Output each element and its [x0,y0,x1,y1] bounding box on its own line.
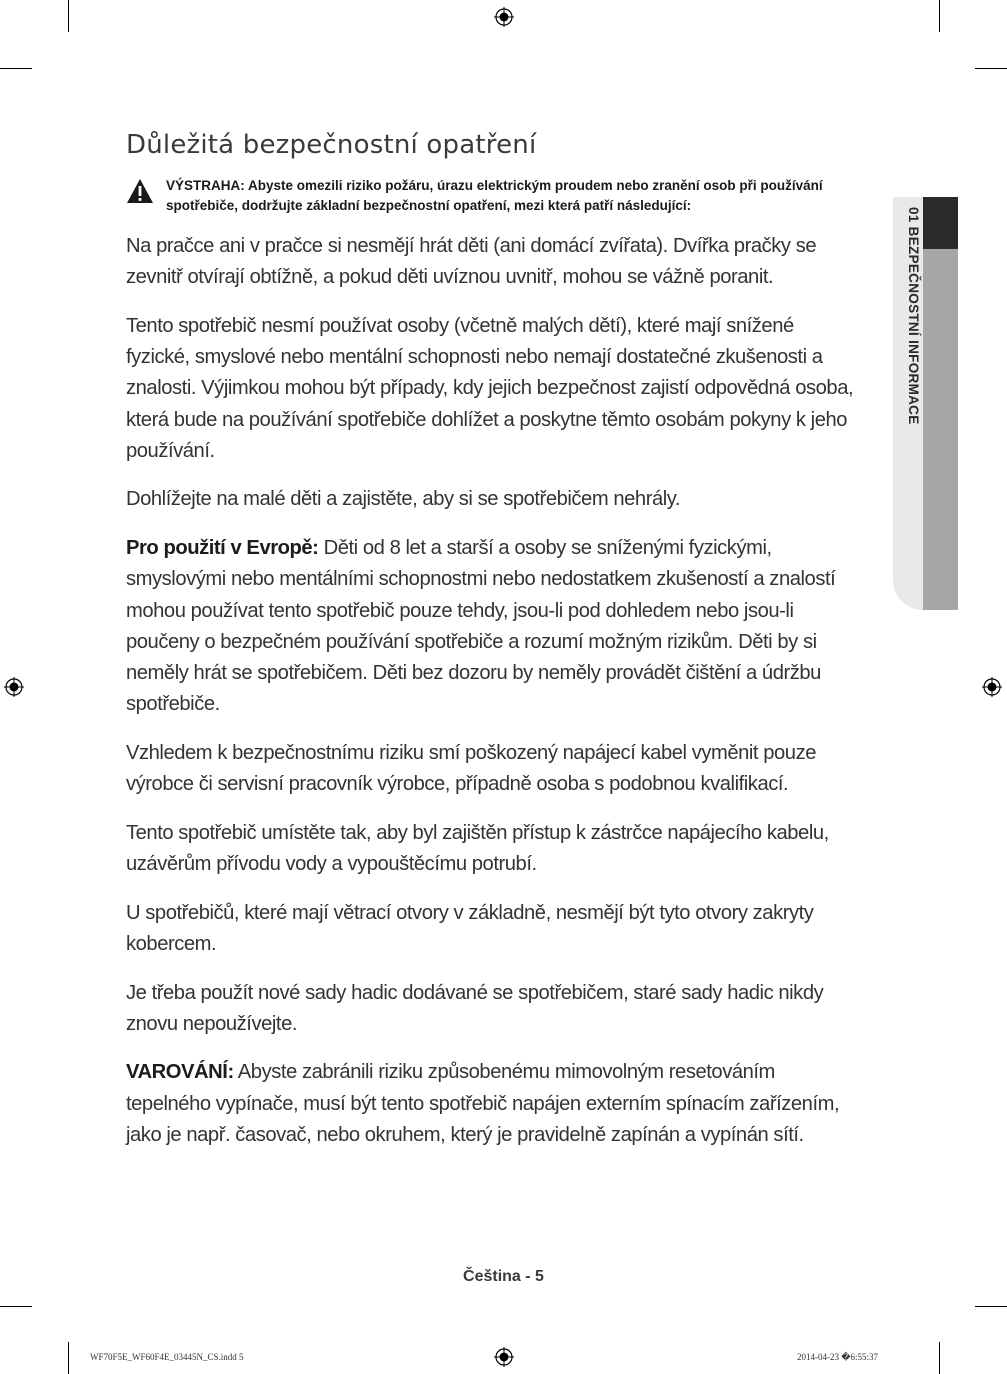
crop-mark [0,1306,32,1307]
paragraph: VAROVÁNÍ: Abyste zabránili riziku způsobenému mimovolným resetováním tepelného vypínače, musí být tento spotřebič napájen externím spínacím zařízením, jako je např. časovač, nebo okruhem, který je pravidelně zapínán a vypínán sítí. [126,1061,840,1146]
warning-box [126,176,826,216]
paragraph-bold-lead: Pro použití v Evropě: [126,537,319,560]
section-side-tab [893,197,958,610]
crop-mark [68,0,69,32]
crop-mark [0,68,32,69]
paragraph: Tento spotřebič nesmí používat osoby (včetně malých dětí), které mají snížené fyzické, smyslové nebo mentální schopnosti nebo nemají dostatečné zkušenosti a znalosti. Výjimkou mohou být případy, kdy jejich bezpečnost zajistí odpovědná osoba, která bude na používání spotřebiče dohlížet a poskytne těmto osobám pokyny k jeho používání. [126,314,854,462]
paragraph: Pro použití v Evropě: Děti od 8 let a starší a osoby se sníženými fyzickými, smyslovými nebo mentálními schopnostmi nebo nedostatkem zkušeností a znalostí mohou používat tento spotřebič pouze tehdy, jsou-li pod dohledem nebo jsou-li poučeny o bezpečném používání spotřebiče a rozumí možným rizikům. Děti by si neměly hrát se spotřebičem. Děti bez dozoru by neměly provádět čištění a údržbu spotřebiče. [126,537,836,716]
paragraph: Na pračce ani v pračce si nesmějí hrát děti (ani domácí zvířata). Dvířka pračky se zevnitř otvírají obtížně, a pokud děti uvíznou uvnitř, mohou se vážně poranit. [126,235,817,289]
crop-mark [975,1306,1007,1307]
registration-mark-icon [982,677,1002,697]
paragraph: Dohlížejte na malé děti a zajistěte, aby si se spotřebičem nehrály. [126,488,681,511]
page-title: Důležitá bezpečnostní opatření [126,130,537,160]
paragraph: Je třeba použít nové sady hadic dodávané se spotřebičem, staré sady hadic nikdy znovu nepoužívejte. [126,981,824,1035]
footer-timestamp: 2014-04-23 �6:55:37 [797,1352,878,1362]
registration-mark-icon [494,1347,514,1367]
crop-mark [975,68,1007,69]
page-number: Čeština - 5 [463,1268,544,1285]
registration-mark-icon [494,7,514,27]
paragraph-bold-lead: VAROVÁNÍ: [126,1061,234,1084]
crop-mark [939,1342,940,1374]
registration-mark-icon [4,677,24,697]
footer-file: WF70F5E_WF60F4E_03445N_CS.indd 5 [90,1352,244,1362]
paragraph: Vzhledem k bezpečnostnímu riziku smí poškozený napájecí kabel vyměnit pouze výrobce či servisní pracovník výrobce, případně osoba s podobnou kvalifikací. [126,741,817,796]
paragraph: Tento spotřebič umístěte tak, aby byl zajištěn přístup k zástrčce napájecího kabelu, uzávěrům přívodu vody a vypouštěcímu potrubí. [126,821,829,875]
crop-mark [939,0,940,32]
warning-text: VÝSTRAHA: Abyste omezili riziko požáru, úrazu elektrickým proudem nebo zranění osob při používání spotřebiče, dodržujte základní bezpečnostní opatření, mezi která patří následující: [166,178,823,213]
body-text [126,231,856,1169]
warning-triangle-icon [126,178,154,204]
crop-mark [68,1342,69,1374]
paragraph: U spotřebičů, které mají větrací otvory v základně, nesmějí být tyto otvory zakryty kobercem. [126,901,814,955]
section-label: 01 BEZPEČNOSTNÍ INFORMACE [906,207,921,425]
